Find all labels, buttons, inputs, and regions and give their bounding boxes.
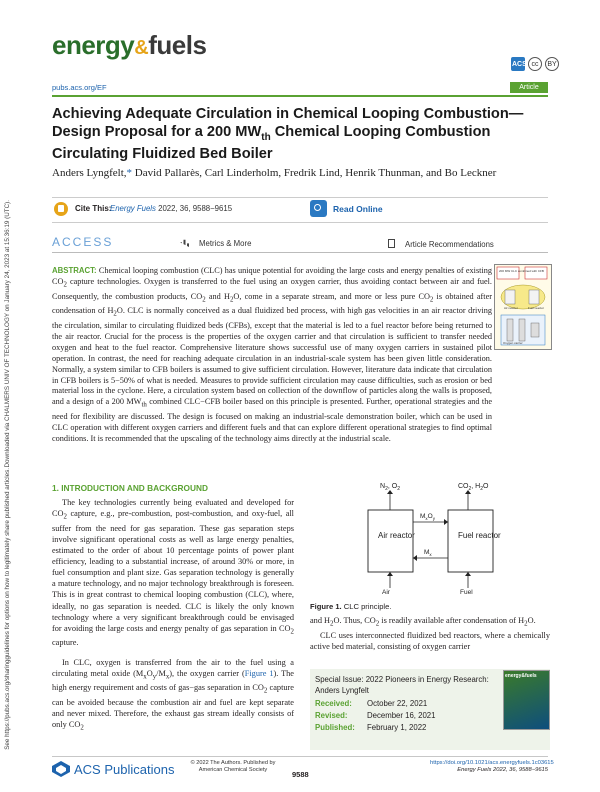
recommendations-button[interactable]: Article Recommendations: [388, 239, 494, 249]
fig-label-mexoy: $M_xO_y$: [420, 513, 435, 521]
article-title: Achieving Adequate Circulation in Chemical Looping Combustion—Design Proposal for a 200 $MW_{th}$ Chemical Looping Combustion Circulating Fluidized Bed Boiler: [52, 106, 524, 162]
cc-license-icon[interactable]: cc: [528, 57, 542, 71]
footer-divider: [52, 756, 548, 757]
cover-title: energy&fuels: [505, 673, 537, 679]
body-column-left: [52, 497, 294, 734]
download-note-line2: See https://pubs.acs.org/sharingguidelines for options on how to legitimately share published articles.: [4, 467, 11, 750]
author-link[interactable]: Anders Lyngfelt,: [52, 167, 127, 179]
fig-label-me: $M_x$: [424, 549, 432, 557]
published-date: Published: February 1, 2022: [315, 723, 427, 732]
citation-text: Energy Fuels 2022, 36, 9588−9615: [110, 204, 233, 213]
by-attribution-icon[interactable]: BY: [545, 57, 559, 71]
fuel-reactor-label: Fuel reactor: [458, 531, 501, 540]
toc-box4: Oxygen carrier: [503, 341, 523, 345]
abstract: ABSTRACT: Chemical looping combustion (CLC) has unique potential for avoiding the large costs and energy penalties of existing $CO_2$ capture technologies. Oxygen is transferred to the fuel using an oxygen carrier, thus avoiding contact between air and fuel. Consequently, the combustion products, $CO_2$ and $H_2O$, come in a separate stream, and more or less pure $CO_2$ is obtained after condensation of $H_2O$. CLC is normally conceived as a dual fluidized bed process, with high gas velocities in an air reactor driving the circulation, similar to circulating fluidized beds (CFBs), except that the material is led to a fuel reactor before being returned to the air reactor. Crucial for the process is the properties of the oxygen carrier and that circulation is sufficient to transfer needed oxygen and heat to the fuel reactor. Comprehensive literature shows successful use of many oxygen carriers in sustained pilot operation. In contrast, the need for reaching adequate circulation in an industrial-scale system has been given little consideration. Normally, a system similar to CFB boilers is assumed to give sufficient circulation. However, literature data indicate that circulation in CFB boilers is 5−50% of what is needed. Measures to provide sufficient circulation may cause difficulties, such as erosion or bed material loss in the cyclone. Here, a circulation system based on collection of the downflow of particles along the walls is proposed, and a design of a 200 $MW_{th}$ combined CLC−CFB boiler based on this principle is presented. Further, operational strategies and the need for flexibility are discussed. The design is focused on making an industrial-scale demonstration boiler, which can be used in CLC operation with different oxygen carriers and different fuels and that can explore different operational strategies to find optimal conditions. It is recommended that the upscaling of the technology aims directly at the industrial scale.: [52, 266, 492, 443]
copyright: © 2022 The Authors. Published by American Chemical Society: [190, 760, 276, 773]
journal-url[interactable]: pubs.acs.org/EF: [52, 83, 107, 92]
header-divider: [52, 95, 548, 97]
toc-box2: Air reactor: [504, 306, 518, 310]
read-online-icon[interactable]: [310, 200, 327, 217]
body-column-right: [310, 615, 550, 652]
footer-citation: Energy Fuels 2022, 36, 9588−9615: [457, 767, 548, 773]
toc-box3: Fuel reactor: [528, 306, 545, 310]
received-date: Received: October 22, 2021: [315, 699, 428, 708]
figure-1-link[interactable]: Figure 1: [244, 668, 274, 678]
fig-label-n2o2: $N_2$, $O_2$: [380, 483, 400, 492]
metrics-button[interactable]: Metrics & More: [180, 239, 251, 248]
figure-1-caption: Figure 1. CLC principle.: [310, 602, 392, 611]
air-reactor-box: [368, 510, 413, 572]
toc-box1: 200 MW CLC combined with CFB: [499, 269, 544, 273]
acs-open-access-icon[interactable]: ACS: [511, 57, 525, 71]
section-heading: 1. INTRODUCTION AND BACKGROUND: [52, 483, 208, 493]
license-badges: [508, 53, 559, 71]
document-icon: [388, 239, 395, 248]
read-online-button[interactable]: Read Online: [333, 204, 383, 214]
logo-part1: energy: [52, 30, 135, 60]
paragraph: CLC uses interconnected fluidized bed reactors, where a chemically active bed material, consisting of oxygen carrier: [310, 630, 550, 651]
download-note: [4, 200, 26, 750]
author-list: Anders Lyngfelt,* David Pallarès, Carl Linderholm, Fredrik Lind, Henrik Thunman, and Bo Leckner: [52, 167, 497, 179]
publisher-name[interactable]: ACS Publications: [74, 762, 175, 777]
acs-logo-icon: [52, 761, 70, 777]
fig-label-co2h2o: $CO_2$, $H_2O$: [458, 483, 489, 492]
fuel-reactor-box: [448, 510, 493, 572]
article-type-badge: Article: [510, 82, 548, 93]
air-reactor-label: Air reactor: [378, 531, 415, 540]
fig-label-fuel: Fuel: [460, 589, 473, 595]
paragraph: The key technologies currently being evaluated and developed for $CO_2$ capture, e.g., pre-combustion, post-combustion, and oxy-fuel, all suffer from the need for gas separation. These gas separation steps involve significant operational costs as well as large energy penalties, estimated to the order of about 10 percentage points of power plant efficiency, leading to a substantial increase, of around 30% or more, in fuel consumption and plant size. Gas separation technology is generally a mature technology, and no major technology breakthrough is foreseen. This is in great contrast to chemical looping combustion (CLC), where, ideally, no gas separation is needed. CLC is likely the only known technology where a very significant breakthrough could be envisaged for avoiding the large costs and energy penalty of gas separation in $CO_2$ capture.: [52, 498, 294, 648]
revised-date: Revised: December 16, 2021: [315, 711, 436, 720]
page-number: 9588: [292, 770, 309, 779]
corresponding-author-mark[interactable]: *: [126, 167, 133, 179]
abstract-lead: ABSTRACT:: [52, 266, 97, 275]
doi-block: [430, 760, 554, 774]
download-note-line1: Downloaded via CHALMERS UNIV OF TECHNOLOGY on January 24, 2023 at 15:36:19 (UTC).: [4, 200, 11, 468]
bar-chart-icon: [180, 239, 189, 247]
special-issue-text: Special Issue: 2022 Pioneers in Energy Research: Anders Lyngfelt: [315, 675, 489, 695]
access-label: ACCESS: [52, 235, 114, 249]
cite-label[interactable]: Cite This:: [75, 204, 112, 213]
paragraph: In CLC, oxygen is transferred from the air to the fuel using a circulating metal oxide $(M_xO_y/M_x)$, the oxygen carrier (Figure 1). The high energy requirement and costs of gas−gas separation in $CO_2$ capture can be avoided because the combustion air and fuel are kept separate and never mixed. Therefore, the exhaust gas stream ideally consists of only $CO_2$: [52, 657, 294, 732]
logo-part2: fuels: [148, 30, 207, 60]
figure-1: [348, 480, 528, 595]
journal-logo[interactable]: [52, 30, 206, 61]
logo-amp: &: [134, 37, 149, 59]
special-issue-cover-image[interactable]: [503, 670, 550, 730]
doi-link[interactable]: https://doi.org/10.1021/acs.energyfuels.1c03615: [430, 760, 554, 766]
fig-label-air: Air: [382, 589, 390, 595]
cite-icon[interactable]: [54, 202, 68, 216]
paragraph: and $H_2O$. Thus, $CO_2$ is readily available after condensation of $H_2O$.: [310, 616, 536, 628]
